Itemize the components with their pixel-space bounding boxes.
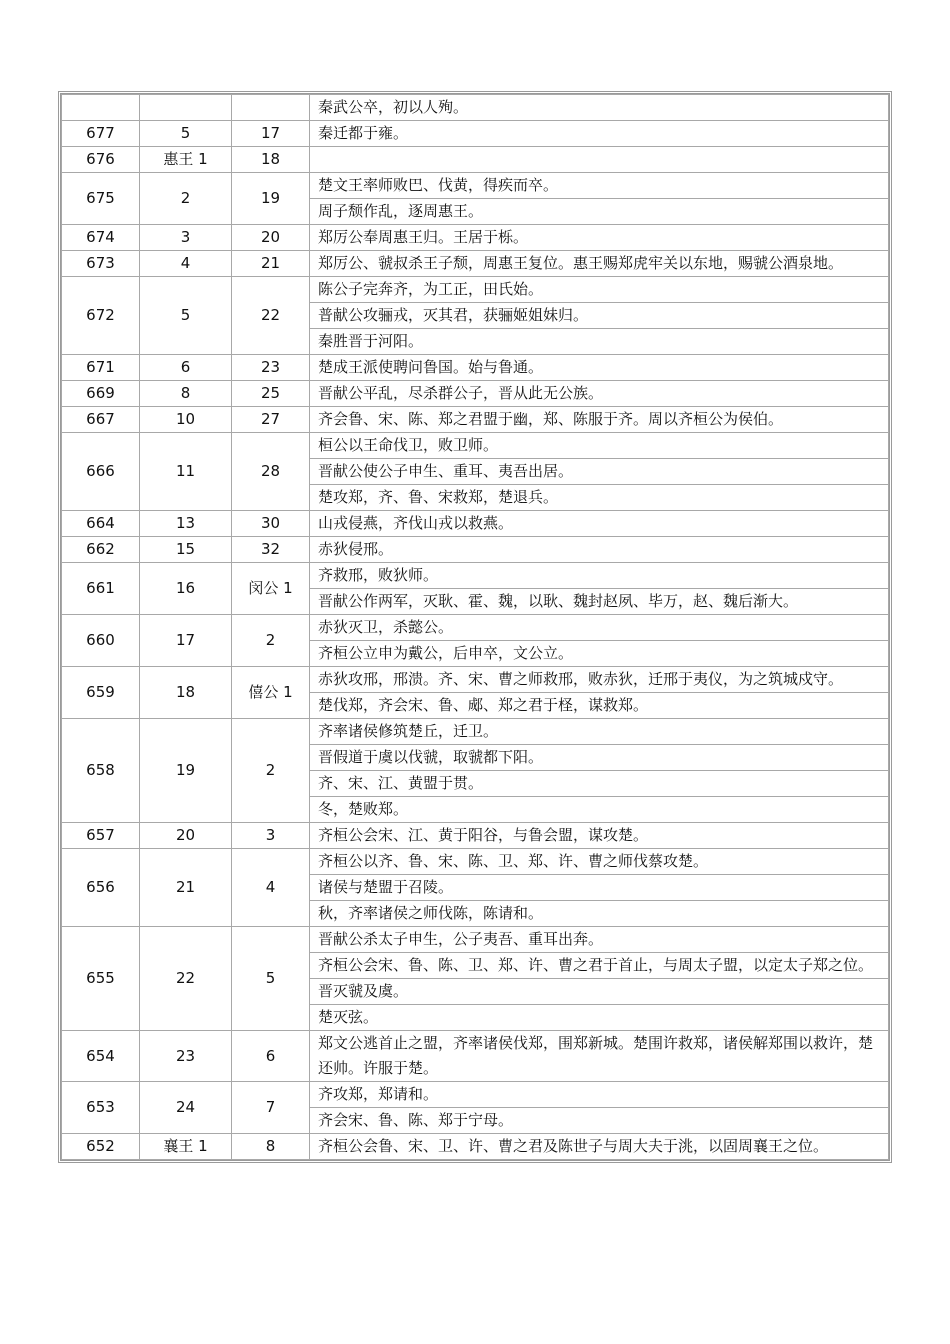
lord-year-cell: 23 [232,355,310,381]
event-cell: 晋献公杀太子申生，公子夷吾、重耳出奔。 [310,927,889,953]
year-cell: 657 [62,823,140,849]
table-row [62,407,889,433]
year-cell: 659 [62,667,140,719]
king-year-cell: 24 [140,1082,232,1134]
event-cell: 齐救邢，败狄师。 [310,563,889,589]
king-year-cell: 8 [140,381,232,407]
table-row [62,1082,889,1108]
king-year-cell: 惠王 1 [140,147,232,173]
king-year-cell: 21 [140,849,232,927]
year-cell: 672 [62,277,140,355]
king-year-cell: 4 [140,251,232,277]
king-year-cell: 11 [140,433,232,511]
lord-year-cell: 21 [232,251,310,277]
king-year-cell: 15 [140,537,232,563]
king-year-cell [140,95,232,121]
lord-year-cell: 闵公 1 [232,563,310,615]
table-row [62,95,889,121]
event-cell: 冬，楚败郑。 [310,797,889,823]
year-cell: 673 [62,251,140,277]
lord-year-cell: 22 [232,277,310,355]
event-cell: 齐桓公会宋、鲁、陈、卫、郑、许、曹之君于首止，与周太子盟，以定太子郑之位。 [310,953,889,979]
year-cell: 674 [62,225,140,251]
year-cell: 675 [62,173,140,225]
event-cell: 楚成王派使聘问鲁国。始与鲁通。 [310,355,889,381]
event-cell: 楚文王率师败巴、伐黄，得疾而卒。 [310,173,889,199]
event-cell: 齐桓公立申为戴公，后申卒，文公立。 [310,641,889,667]
event-cell: 山戎侵燕，齐伐山戎以救燕。 [310,511,889,537]
lord-year-cell: 28 [232,433,310,511]
lord-year-cell [232,95,310,121]
table-row [62,147,889,173]
king-year-cell: 13 [140,511,232,537]
king-year-cell: 2 [140,173,232,225]
lord-year-cell: 2 [232,615,310,667]
lord-year-cell: 4 [232,849,310,927]
event-cell: 赤狄攻邢，邢溃。齐、宋、曹之师救邢，败赤狄，迁邢于夷仪，为之筑城戍守。 [310,667,889,693]
lord-year-cell: 30 [232,511,310,537]
table-row [62,1031,889,1082]
event-cell: 晋灭虢及虞。 [310,979,889,1005]
event-cell: 楚灭弦。 [310,1005,889,1031]
king-year-cell: 23 [140,1031,232,1082]
king-year-cell: 19 [140,719,232,823]
table-row [62,511,889,537]
year-cell: 677 [62,121,140,147]
event-cell: 齐桓公会鲁、宋、卫、许、曹之君及陈世子与周大夫于洮，以固周襄王之位。 [310,1134,889,1160]
year-cell: 664 [62,511,140,537]
event-cell: 秦胜晋于河阳。 [310,329,889,355]
year-cell: 676 [62,147,140,173]
event-cell: 齐、宋、江、黄盟于贯。 [310,771,889,797]
king-year-cell: 17 [140,615,232,667]
event-cell: 郑文公逃首止之盟，齐率诸侯伐郑，围郑新城。楚围许救郑，诸侯解郑围以救许，楚还帅。许服于楚。 [310,1031,889,1082]
year-cell: 656 [62,849,140,927]
event-cell: 齐会宋、鲁、陈、郑于宁母。 [310,1108,889,1134]
lord-year-cell: 6 [232,1031,310,1082]
year-cell: 660 [62,615,140,667]
event-cell: 齐桓公以齐、鲁、宋、陈、卫、郑、许、曹之师伐蔡攻楚。 [310,849,889,875]
year-cell: 667 [62,407,140,433]
event-cell: 齐桓公会宋、江、黄于阳谷，与鲁会盟，谋攻楚。 [310,823,889,849]
year-cell: 655 [62,927,140,1031]
event-cell: 齐攻郑，郑请和。 [310,1082,889,1108]
king-year-cell: 10 [140,407,232,433]
table-row [62,1134,889,1160]
lord-year-cell: 18 [232,147,310,173]
lord-year-cell: 3 [232,823,310,849]
lord-year-cell: 2 [232,719,310,823]
lord-year-cell: 32 [232,537,310,563]
event-cell: 郑厉公奉周惠王归。王居于栎。 [310,225,889,251]
lord-year-cell: 25 [232,381,310,407]
lord-year-cell: 17 [232,121,310,147]
table-row [62,537,889,563]
king-year-cell: 20 [140,823,232,849]
table-body [62,95,889,1160]
year-cell: 658 [62,719,140,823]
event-cell: 赤狄侵邢。 [310,537,889,563]
chronology-table [61,94,889,1160]
lord-year-cell: 5 [232,927,310,1031]
year-cell: 671 [62,355,140,381]
year-cell [62,95,140,121]
table-row [62,355,889,381]
event-cell: 普献公攻骊戎，灭其君，获骊姬姐妹归。 [310,303,889,329]
chronology-table-frame [58,91,892,1163]
event-cell: 楚伐郑，齐会宋、鲁、郕、郑之君于柽，谋救郑。 [310,693,889,719]
event-cell: 晋献公作两军，灭耿、霍、魏，以耿、魏封赵夙、毕万，赵、魏后渐大。 [310,589,889,615]
table-row [62,719,889,745]
event-cell: 秋，齐率诸侯之师伐陈，陈请和。 [310,901,889,927]
year-cell: 661 [62,563,140,615]
lord-year-cell: 8 [232,1134,310,1160]
event-cell: 诸侯与楚盟于召陵。 [310,875,889,901]
king-year-cell: 6 [140,355,232,381]
year-cell: 666 [62,433,140,511]
event-cell: 郑厉公、虢叔杀王子颓，周惠王复位。惠王赐郑虎牢关以东地，赐虢公酒泉地。 [310,251,889,277]
lord-year-cell: 僖公 1 [232,667,310,719]
table-row [62,173,889,199]
year-cell: 652 [62,1134,140,1160]
event-cell: 周子颓作乱，逐周惠王。 [310,199,889,225]
lord-year-cell: 7 [232,1082,310,1134]
event-cell: 秦武公卒，初以人殉。 [310,95,889,121]
year-cell: 662 [62,537,140,563]
event-cell: 赤狄灭卫，杀懿公。 [310,615,889,641]
lord-year-cell: 20 [232,225,310,251]
event-cell: 齐会鲁、宋、陈、郑之君盟于幽，郑、陈服于齐。周以齐桓公为侯伯。 [310,407,889,433]
table-row [62,823,889,849]
table-row [62,121,889,147]
table-row [62,615,889,641]
table-row [62,433,889,459]
event-cell: 晋献公使公子申生、重耳、夷吾出居。 [310,459,889,485]
lord-year-cell: 19 [232,173,310,225]
king-year-cell: 5 [140,121,232,147]
table-row [62,251,889,277]
king-year-cell: 襄王 1 [140,1134,232,1160]
table-row [62,277,889,303]
table-row [62,381,889,407]
king-year-cell: 16 [140,563,232,615]
king-year-cell: 22 [140,927,232,1031]
event-cell [310,147,889,173]
event-cell: 晋假道于虞以伐虢，取虢都下阳。 [310,745,889,771]
year-cell: 669 [62,381,140,407]
lord-year-cell: 27 [232,407,310,433]
event-cell: 晋献公平乱，尽杀群公子，晋从此无公族。 [310,381,889,407]
event-cell: 秦迁都于雍。 [310,121,889,147]
table-row [62,563,889,589]
king-year-cell: 5 [140,277,232,355]
table-row [62,667,889,693]
event-cell: 楚攻郑，齐、鲁、宋救郑，楚退兵。 [310,485,889,511]
table-row [62,927,889,953]
year-cell: 653 [62,1082,140,1134]
event-cell: 陈公子完奔齐，为工正，田氏始。 [310,277,889,303]
table-row [62,225,889,251]
event-cell: 桓公以王命伐卫，败卫师。 [310,433,889,459]
king-year-cell: 3 [140,225,232,251]
table-row [62,849,889,875]
king-year-cell: 18 [140,667,232,719]
event-cell: 齐率诸侯修筑楚丘，迁卫。 [310,719,889,745]
year-cell: 654 [62,1031,140,1082]
